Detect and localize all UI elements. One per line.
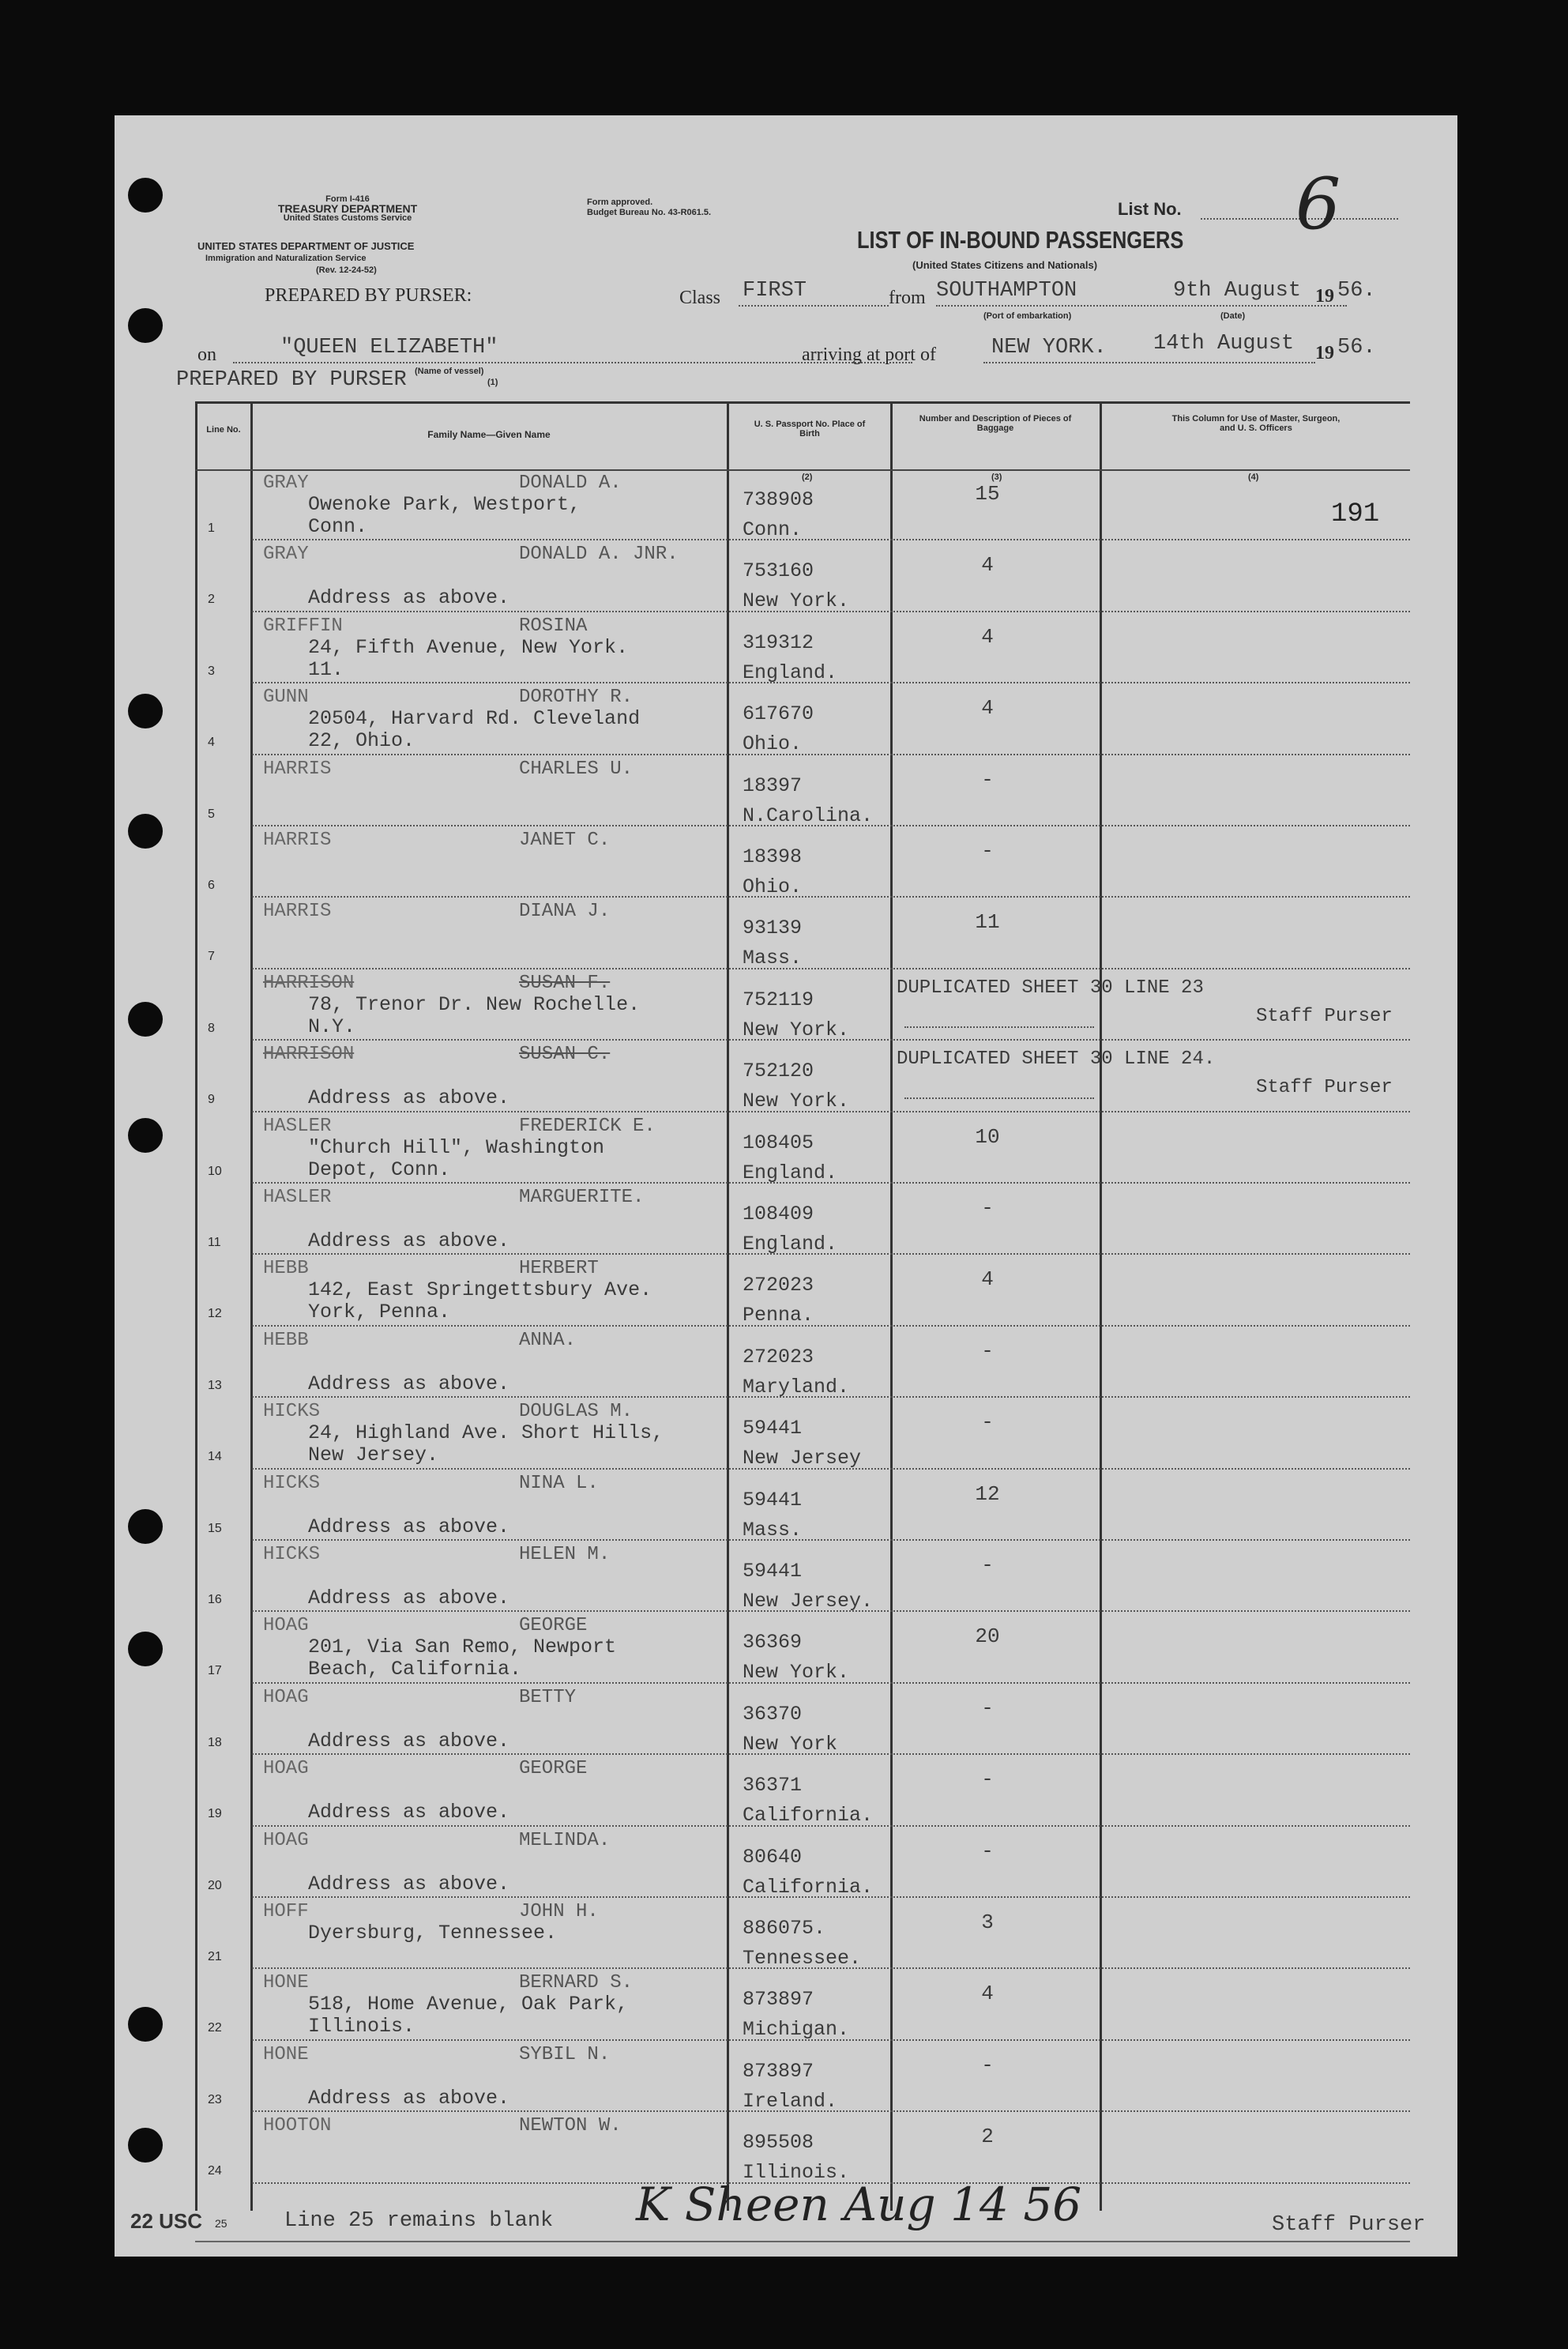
- header-baggage: Number and Description of Pieces of Baggage: [919, 414, 1072, 433]
- row-place-of-birth: England.: [743, 661, 838, 684]
- arrival-year-prefix: 19: [1315, 343, 1334, 363]
- row-address-1: Owenoke Park, Westport,: [308, 493, 581, 516]
- binder-hole: [128, 2128, 163, 2163]
- binder-hole: [128, 1509, 163, 1544]
- row-passport-no: 59441: [743, 1417, 803, 1440]
- col-2-no: (2): [802, 472, 813, 482]
- row-place-of-birth: California.: [743, 1875, 874, 1899]
- col-3-no: (3): [991, 472, 1002, 482]
- row-place-of-birth: Conn.: [743, 518, 803, 541]
- row-given-name: DOROTHY R.: [519, 687, 634, 709]
- table-top-rule: [195, 401, 1410, 404]
- row-address-2: Address as above.: [308, 1086, 510, 1110]
- row-address-2: Address as above.: [308, 1801, 510, 1824]
- row-place-of-birth: Tennessee.: [743, 1947, 862, 1970]
- row-given-name: DIANA J.: [519, 901, 611, 923]
- row-line-number: 9: [208, 1093, 215, 1107]
- row-given-name: NINA L.: [519, 1472, 599, 1494]
- row-place-of-birth: Illinois.: [743, 2161, 850, 2185]
- row-passport-no: 873897: [743, 1988, 814, 2012]
- row-given-name: GEORGE: [519, 1615, 588, 1637]
- row-passport-no: 18397: [743, 774, 803, 797]
- row-line-number: 3: [208, 664, 215, 678]
- line-25-note: Line 25 remains blank: [284, 2209, 554, 2233]
- binder-hole: [128, 178, 163, 213]
- row-address-2: N.Y.: [308, 1015, 356, 1038]
- row-given-name: HELEN M.: [519, 1544, 611, 1565]
- row-line-number: 8: [208, 1021, 215, 1035]
- row-address-1: 142, East Springettsbury Ave.: [308, 1278, 652, 1302]
- staff-purser-footer: Staff Purser: [1272, 2213, 1426, 2237]
- row-family-name: HASLER: [263, 1115, 332, 1137]
- arrival-date: 14th August: [1153, 332, 1295, 356]
- row-line-number: 2: [208, 593, 215, 607]
- row-separator: [252, 1682, 1410, 1684]
- row-baggage-count: -: [981, 2053, 994, 2077]
- row-family-name: HOAG: [263, 1758, 309, 1780]
- embarkation-label: (Port of embarkation): [983, 311, 1072, 321]
- row-passport-no: 80640: [743, 1845, 803, 1869]
- row-separator: [252, 1396, 1410, 1398]
- row-family-name: GUNN: [263, 687, 309, 709]
- row-baggage-note: DUPLICATED SHEET 30 LINE 23: [897, 977, 1204, 999]
- row-family-name: HONE: [263, 1972, 309, 1994]
- row-place-of-birth: England.: [743, 1233, 838, 1255]
- row-given-name: SUSAN C.: [519, 1044, 611, 1066]
- row-baggage-count: -: [981, 839, 994, 863]
- row-given-name: JANET C.: [519, 830, 611, 851]
- document-title: LIST OF IN-BOUND PASSENGERS: [857, 226, 1184, 254]
- col-rule-0: [195, 401, 197, 2211]
- row-line-number: 10: [208, 1164, 222, 1178]
- row-given-name: SUSAN F.: [519, 972, 611, 994]
- binder-hole: [128, 694, 163, 728]
- row-separator: [252, 1825, 1410, 1827]
- col-rule-3: [890, 401, 893, 2211]
- row-line-number: 15: [208, 1521, 222, 1535]
- row-place-of-birth: Penna.: [743, 1304, 814, 1327]
- vessel-label: (Name of vessel): [415, 367, 484, 376]
- row-given-name: FREDERICK E.: [519, 1115, 656, 1137]
- list-no-label: List No.: [1118, 199, 1182, 219]
- row-separator: [252, 1967, 1410, 1969]
- row-given-name: MELINDA.: [519, 1829, 611, 1851]
- row-separator: [252, 968, 1410, 969]
- row-separator: [252, 682, 1410, 683]
- binder-hole: [128, 814, 163, 849]
- document-subtitle: (United States Citizens and Nationals): [912, 259, 1098, 271]
- row-baggage-count: 12: [975, 1481, 1000, 1506]
- row-address-2: Depot, Conn.: [308, 1158, 451, 1181]
- row-address-2: Address as above.: [308, 586, 510, 610]
- row-given-name: CHARLES U.: [519, 758, 634, 780]
- row-passport-no: 895508: [743, 2131, 814, 2155]
- row-separator: [252, 1253, 1410, 1255]
- row-separator: [252, 1896, 1410, 1898]
- from-dots: [936, 305, 1347, 307]
- row-line-number: 14: [208, 1450, 222, 1464]
- row-passport-no: 36369: [743, 1631, 803, 1654]
- row-place-of-birth: California.: [743, 1804, 874, 1828]
- row-line-number: 21: [208, 1950, 222, 1963]
- row-separator: [252, 611, 1410, 612]
- row-separator: [252, 2110, 1410, 2112]
- row-place-of-birth: New York.: [743, 1018, 850, 1041]
- row-address-1: Dyersburg, Tennessee.: [308, 1922, 558, 1944]
- row-baggage-count: 4: [981, 696, 994, 721]
- arrival-year: 56.: [1337, 336, 1376, 360]
- row-dots: [904, 1026, 1094, 1028]
- row-line-number: 19: [208, 1807, 222, 1821]
- row-family-name: HOFF: [263, 1901, 309, 1922]
- prepared-by-purser: PREPARED BY PURSER:: [265, 285, 472, 306]
- arrival-port: NEW YORK.: [991, 336, 1107, 360]
- form-number-block: [269, 194, 427, 223]
- row-line-number: 5: [208, 807, 215, 821]
- row-family-name: HEBB: [263, 1258, 309, 1280]
- row-place-of-birth: Michigan.: [743, 2018, 850, 2042]
- row-address-2: 11.: [308, 657, 344, 681]
- row-address-2: Address as above.: [308, 1229, 510, 1252]
- row-line-number: 4: [208, 736, 215, 750]
- list-no-handwritten: 6: [1295, 163, 1341, 246]
- header-officers: This Column for Use of Master, Surgeon, and U. S. Officers: [1171, 414, 1341, 433]
- row-address-1: 78, Trenor Dr. New Rochelle.: [308, 992, 641, 1016]
- row-family-name: HICKS: [263, 1544, 321, 1565]
- row-family-name: HOAG: [263, 1829, 309, 1851]
- row-place-of-birth: New Jersey: [743, 1447, 862, 1470]
- row-given-name: JOHN H.: [519, 1901, 599, 1922]
- row-given-name: HERBERT: [519, 1258, 599, 1280]
- col-rule-4: [1100, 401, 1102, 2211]
- date-label: (Date): [1220, 311, 1246, 321]
- total-count: 191: [1331, 499, 1380, 529]
- passenger-manifest-sheet: [115, 115, 1457, 2257]
- row-separator: [252, 896, 1410, 898]
- binder-hole: [128, 1002, 163, 1037]
- row-place-of-birth: Maryland.: [743, 1375, 850, 1398]
- form-number: Form I-416: [325, 194, 370, 204]
- binder-hole: [128, 1118, 163, 1153]
- row-line-number: 20: [208, 1878, 222, 1892]
- row-passport-no: 18398: [743, 845, 803, 868]
- row-place-of-birth: England.: [743, 1161, 838, 1184]
- row-family-name: HOAG: [263, 1686, 309, 1708]
- row-family-name: HARRIS: [263, 901, 332, 923]
- row-line-number: 7: [208, 950, 215, 964]
- row-passport-no: 617670: [743, 702, 814, 726]
- row-passport-no: 108405: [743, 1131, 814, 1154]
- binder-hole: [128, 308, 163, 343]
- form-revision: (Rev. 12-24-52): [316, 265, 377, 275]
- row-address-1: "Church Hill", Washington: [308, 1135, 605, 1159]
- row-line-number: 1: [208, 521, 215, 535]
- row-passport-no: 752119: [743, 988, 814, 1011]
- row-passport-no: 93139: [743, 917, 803, 940]
- row-passport-no: 272023: [743, 1345, 814, 1368]
- row-passport-no: 59441: [743, 1560, 803, 1583]
- row-place-of-birth: N.Carolina.: [743, 804, 874, 827]
- embarkation-port: SOUTHAMPTON: [936, 279, 1077, 303]
- row-separator: [252, 754, 1410, 755]
- row-line-number: 22: [208, 2021, 222, 2035]
- departure-year-prefix: 19: [1315, 286, 1334, 307]
- row-baggage-count: -: [981, 1839, 994, 1863]
- row-address-2: Beach, California.: [308, 1658, 522, 1681]
- row-passport-no: 752120: [743, 1060, 814, 1083]
- col-4-no: (4): [1248, 472, 1259, 482]
- row-passport-no: 59441: [743, 1488, 803, 1511]
- row-passport-no: 873897: [743, 2059, 814, 2083]
- departure-year: 56.: [1337, 279, 1376, 303]
- row-separator: [252, 1610, 1410, 1612]
- row-baggage-count: -: [981, 1767, 994, 1792]
- row-baggage-count: -: [981, 1196, 994, 1220]
- row-passport-no: 319312: [743, 631, 814, 654]
- row-baggage-count: 11: [975, 910, 1000, 935]
- col-rule-1: [250, 401, 253, 2211]
- row-address-1: 24, Fifth Avenue, New York.: [308, 635, 629, 659]
- row-line-number: 23: [208, 2092, 222, 2106]
- row-place-of-birth: New York: [743, 1732, 838, 1756]
- row-baggage-count: 4: [981, 1267, 994, 1292]
- row-separator: [252, 1753, 1410, 1755]
- footer-rule: [195, 2241, 1410, 2242]
- row-baggage-count: -: [981, 1410, 994, 1435]
- row-family-name: HASLER: [263, 1187, 332, 1208]
- row-baggage-note: DUPLICATED SHEET 30 LINE 24.: [897, 1048, 1216, 1071]
- row-place-of-birth: Ohio.: [743, 875, 803, 898]
- row-given-name: ANNA.: [519, 1329, 577, 1351]
- row-given-name: SYBIL N.: [519, 2043, 611, 2065]
- row-passport-no: 108409: [743, 1203, 814, 1225]
- class-value: FIRST: [743, 279, 807, 303]
- row-address-2: New Jersey.: [308, 1444, 439, 1467]
- row-baggage-count: -: [981, 1696, 994, 1720]
- header-passport: U. S. Passport No. Place of Birth: [754, 420, 866, 439]
- row-address-2: Address as above.: [308, 1872, 510, 1895]
- departure-date: 9th August: [1173, 279, 1302, 303]
- row-separator: [252, 1182, 1410, 1184]
- row-purser-note: Staff Purser: [1256, 1077, 1393, 1099]
- class-label: Class: [679, 288, 721, 308]
- row-place-of-birth: New York.: [743, 1661, 850, 1685]
- department: TREASURY DEPARTMENT: [277, 202, 418, 215]
- row-family-name: HONE: [263, 2043, 309, 2065]
- row-address-2: 22, Ohio.: [308, 729, 416, 753]
- from-label: from: [889, 288, 926, 308]
- row-line-number: 13: [208, 1378, 222, 1392]
- row-given-name: DONALD A.: [519, 472, 622, 494]
- row-given-name: BETTY: [519, 1686, 577, 1708]
- row-address-2: York, Penna.: [308, 1301, 451, 1324]
- row-family-name: GRIFFIN: [263, 615, 343, 637]
- row-baggage-count: -: [981, 1338, 994, 1363]
- row-given-name: BERNARD S.: [519, 1972, 634, 1994]
- row-family-name: HARRISON: [263, 972, 355, 994]
- row-separator: [252, 1325, 1410, 1327]
- header-name: Family Name—Given Name: [427, 429, 551, 440]
- row-family-name: HICKS: [263, 1472, 321, 1494]
- handwritten-signature: K Sheen Aug 14 56: [636, 2178, 1082, 2231]
- row-baggage-count: 15: [975, 482, 1000, 506]
- row-purser-note: Staff Purser: [1256, 1005, 1393, 1027]
- row-baggage-count: 3: [981, 1910, 994, 1934]
- row-given-name: ROSINA: [519, 615, 588, 637]
- row-line-number: 24: [208, 2164, 222, 2178]
- row-baggage-count: 2: [981, 2125, 994, 2149]
- on-label: on: [197, 344, 216, 365]
- row-baggage-count: 20: [975, 1624, 1000, 1649]
- row-family-name: HOOTON: [263, 2115, 332, 2137]
- vessel-name: "QUEEN ELIZABETH": [280, 336, 498, 360]
- row-given-name: NEWTON W.: [519, 2115, 622, 2137]
- row-baggage-count: 10: [975, 1124, 1000, 1149]
- prepared-by-purser-typed: PREPARED BY PURSER: [176, 368, 407, 392]
- row-family-name: GRAY: [263, 544, 309, 566]
- customs-service: United States Customs Service: [283, 213, 412, 223]
- justice-dept: UNITED STATES DEPARTMENT OF JUSTICE: [197, 240, 415, 252]
- arrival-dots: [983, 362, 1315, 363]
- row-baggage-count: 4: [981, 624, 994, 649]
- row-place-of-birth: New York.: [743, 1090, 850, 1113]
- row-given-name: DOUGLAS M.: [519, 1401, 634, 1423]
- row-family-name: HICKS: [263, 1401, 321, 1423]
- row-place-of-birth: Mass.: [743, 1518, 803, 1542]
- column-1-no: (1): [487, 378, 498, 387]
- row-address-1: 24, Highland Ave. Short Hills,: [308, 1421, 664, 1445]
- row-place-of-birth: New Jersey.: [743, 1590, 874, 1613]
- row-passport-no: 886075.: [743, 1917, 826, 1940]
- row-address-2: Address as above.: [308, 2086, 510, 2110]
- row-dots: [904, 1097, 1094, 1099]
- row-place-of-birth: Ireland.: [743, 2089, 838, 2113]
- row-separator: [252, 2039, 1410, 2041]
- row-line-number: 6: [208, 879, 215, 892]
- form-approved: Form approved.: [587, 198, 653, 207]
- row-family-name: HARRIS: [263, 758, 332, 780]
- header-line-no: Line No.: [206, 425, 241, 435]
- row-family-name: HARRIS: [263, 830, 332, 851]
- row-separator: [252, 1111, 1410, 1112]
- line-25-no: 25: [215, 2217, 227, 2230]
- row-line-number: 16: [208, 1593, 222, 1606]
- row-address-2: Illinois.: [308, 2015, 416, 2038]
- header-bottom-rule: [195, 469, 1410, 471]
- row-address-1: 20504, Harvard Rd. Cleveland: [308, 707, 641, 731]
- row-line-number: 12: [208, 1307, 222, 1321]
- row-place-of-birth: Ohio.: [743, 732, 803, 756]
- ins-service: Immigration and Naturalization Service: [205, 254, 367, 263]
- row-baggage-count: -: [981, 1553, 994, 1577]
- row-baggage-count: 4: [981, 553, 994, 578]
- row-passport-no: 36371: [743, 1774, 803, 1798]
- row-passport-no: 36370: [743, 1702, 803, 1726]
- row-passport-no: 753160: [743, 559, 814, 583]
- usc-stamp: 22 USC: [130, 2209, 203, 2233]
- row-line-number: 18: [208, 1735, 222, 1749]
- row-family-name: HOAG: [263, 1615, 309, 1637]
- row-baggage-count: -: [981, 767, 994, 792]
- budget-bureau: Budget Bureau No. 43-R061.5.: [587, 208, 712, 217]
- row-address-2: Conn.: [308, 515, 368, 538]
- row-separator: [252, 825, 1410, 826]
- row-given-name: GEORGE: [519, 1758, 588, 1780]
- class-dots: [739, 305, 889, 307]
- row-address-2: Address as above.: [308, 1729, 510, 1752]
- row-passport-no: 738908: [743, 488, 814, 511]
- row-baggage-count: 4: [981, 1982, 994, 2006]
- row-address-2: Address as above.: [308, 1372, 510, 1395]
- row-family-name: HARRISON: [263, 1044, 355, 1066]
- arriving-label: arriving at port of: [802, 344, 936, 365]
- row-family-name: HEBB: [263, 1329, 309, 1351]
- row-address-2: Address as above.: [308, 1587, 510, 1609]
- binder-hole: [128, 2007, 163, 2042]
- row-family-name: GRAY: [263, 472, 309, 494]
- col-rule-2: [727, 401, 729, 2211]
- row-place-of-birth: Mass.: [743, 947, 803, 970]
- row-line-number: 11: [208, 1236, 221, 1249]
- row-address-1: 518, Home Avenue, Oak Park,: [308, 1993, 629, 2016]
- row-given-name: MARGUERITE.: [519, 1187, 645, 1208]
- row-passport-no: 272023: [743, 1274, 814, 1297]
- row-place-of-birth: New York.: [743, 589, 850, 613]
- row-separator: [252, 539, 1410, 540]
- binder-hole: [128, 1632, 163, 1666]
- row-given-name: DONALD A. JNR.: [519, 544, 679, 566]
- row-address-1: 201, Via San Remo, Newport: [308, 1636, 617, 1659]
- row-separator: [252, 1468, 1410, 1470]
- row-line-number: 17: [208, 1664, 222, 1678]
- row-address-2: Address as above.: [308, 1515, 510, 1538]
- row-separator: [252, 1539, 1410, 1541]
- row-separator: [252, 1039, 1410, 1041]
